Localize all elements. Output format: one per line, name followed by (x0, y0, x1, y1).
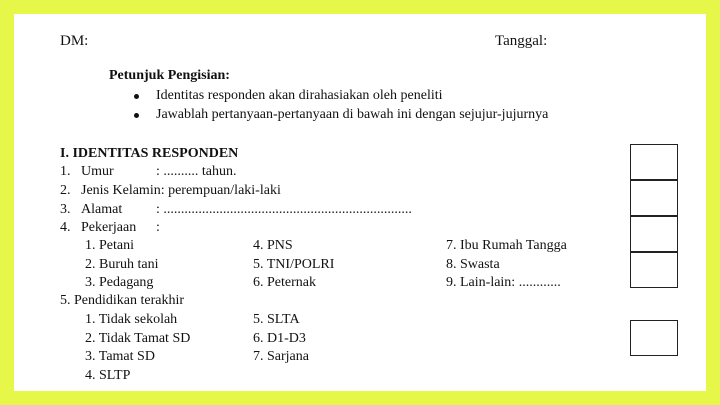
education-option[interactable]: 7. Sarjana (253, 349, 309, 364)
job-option[interactable]: 1. Petani (85, 238, 134, 253)
q1-label: Umur (81, 164, 114, 179)
tanggal-label: Tanggal: (495, 33, 548, 49)
q5-education-label: 5. Pendidikan terakhir (60, 293, 185, 308)
instructions-title: Petunjuk Pengisian: (109, 68, 230, 83)
answer-box-address[interactable] (630, 216, 678, 252)
job-option[interactable]: 5. TNI/POLRI (253, 257, 335, 272)
education-option[interactable]: 1. Tidak sekolah (85, 312, 178, 327)
job-option[interactable]: 8. Swasta (446, 257, 500, 272)
q3-address-field[interactable]: : ....................................................................... (156, 202, 412, 217)
q3-label: Alamat (81, 202, 123, 217)
section-title: I. IDENTITAS RESPONDEN (60, 146, 239, 161)
job-option[interactable]: 3. Pedagang (85, 275, 154, 290)
answer-box-gender[interactable] (630, 180, 678, 216)
job-option[interactable]: 4. PNS (253, 238, 293, 253)
q3-number: 3. (60, 202, 71, 217)
questionnaire-page (14, 14, 706, 391)
bullet-icon (134, 113, 139, 118)
education-option[interactable]: 5. SLTA (253, 312, 300, 327)
job-option[interactable]: 6. Peternak (253, 275, 316, 290)
q1-number: 1. (60, 164, 71, 179)
job-option[interactable]: 2. Buruh tani (85, 257, 159, 272)
answer-box-occupation[interactable] (630, 252, 678, 288)
dm-label: DM: (60, 33, 89, 49)
q4-colon: : (156, 220, 160, 235)
education-option[interactable]: 6. D1-D3 (253, 331, 306, 346)
education-option[interactable]: 3. Tamat SD (85, 349, 155, 364)
job-option[interactable]: 9. Lain-lain: ............ (446, 275, 561, 290)
answer-box-education[interactable] (630, 320, 678, 356)
instruction-item: Jawablah pertanyaan-pertanyaan di bawah ini dengan sejujur-jujurnya (156, 107, 549, 122)
q4-label: Pekerjaan (81, 220, 137, 235)
bullet-icon (134, 94, 139, 99)
education-option[interactable]: 2. Tidak Tamat SD (85, 331, 191, 346)
q1-age-field[interactable]: : .......... tahun. (156, 164, 237, 179)
instruction-item: Identitas responden akan dirahasiakan oleh peneliti (156, 88, 443, 103)
answer-box-age[interactable] (630, 144, 678, 180)
q2-gender-text: Jenis Kelamin: perempuan/laki-laki (81, 183, 281, 198)
education-option[interactable]: 4. SLTP (85, 368, 131, 383)
q4-number: 4. (60, 220, 71, 235)
job-option[interactable]: 7. Ibu Rumah Tangga (446, 238, 567, 253)
q2-number: 2. (60, 183, 71, 198)
